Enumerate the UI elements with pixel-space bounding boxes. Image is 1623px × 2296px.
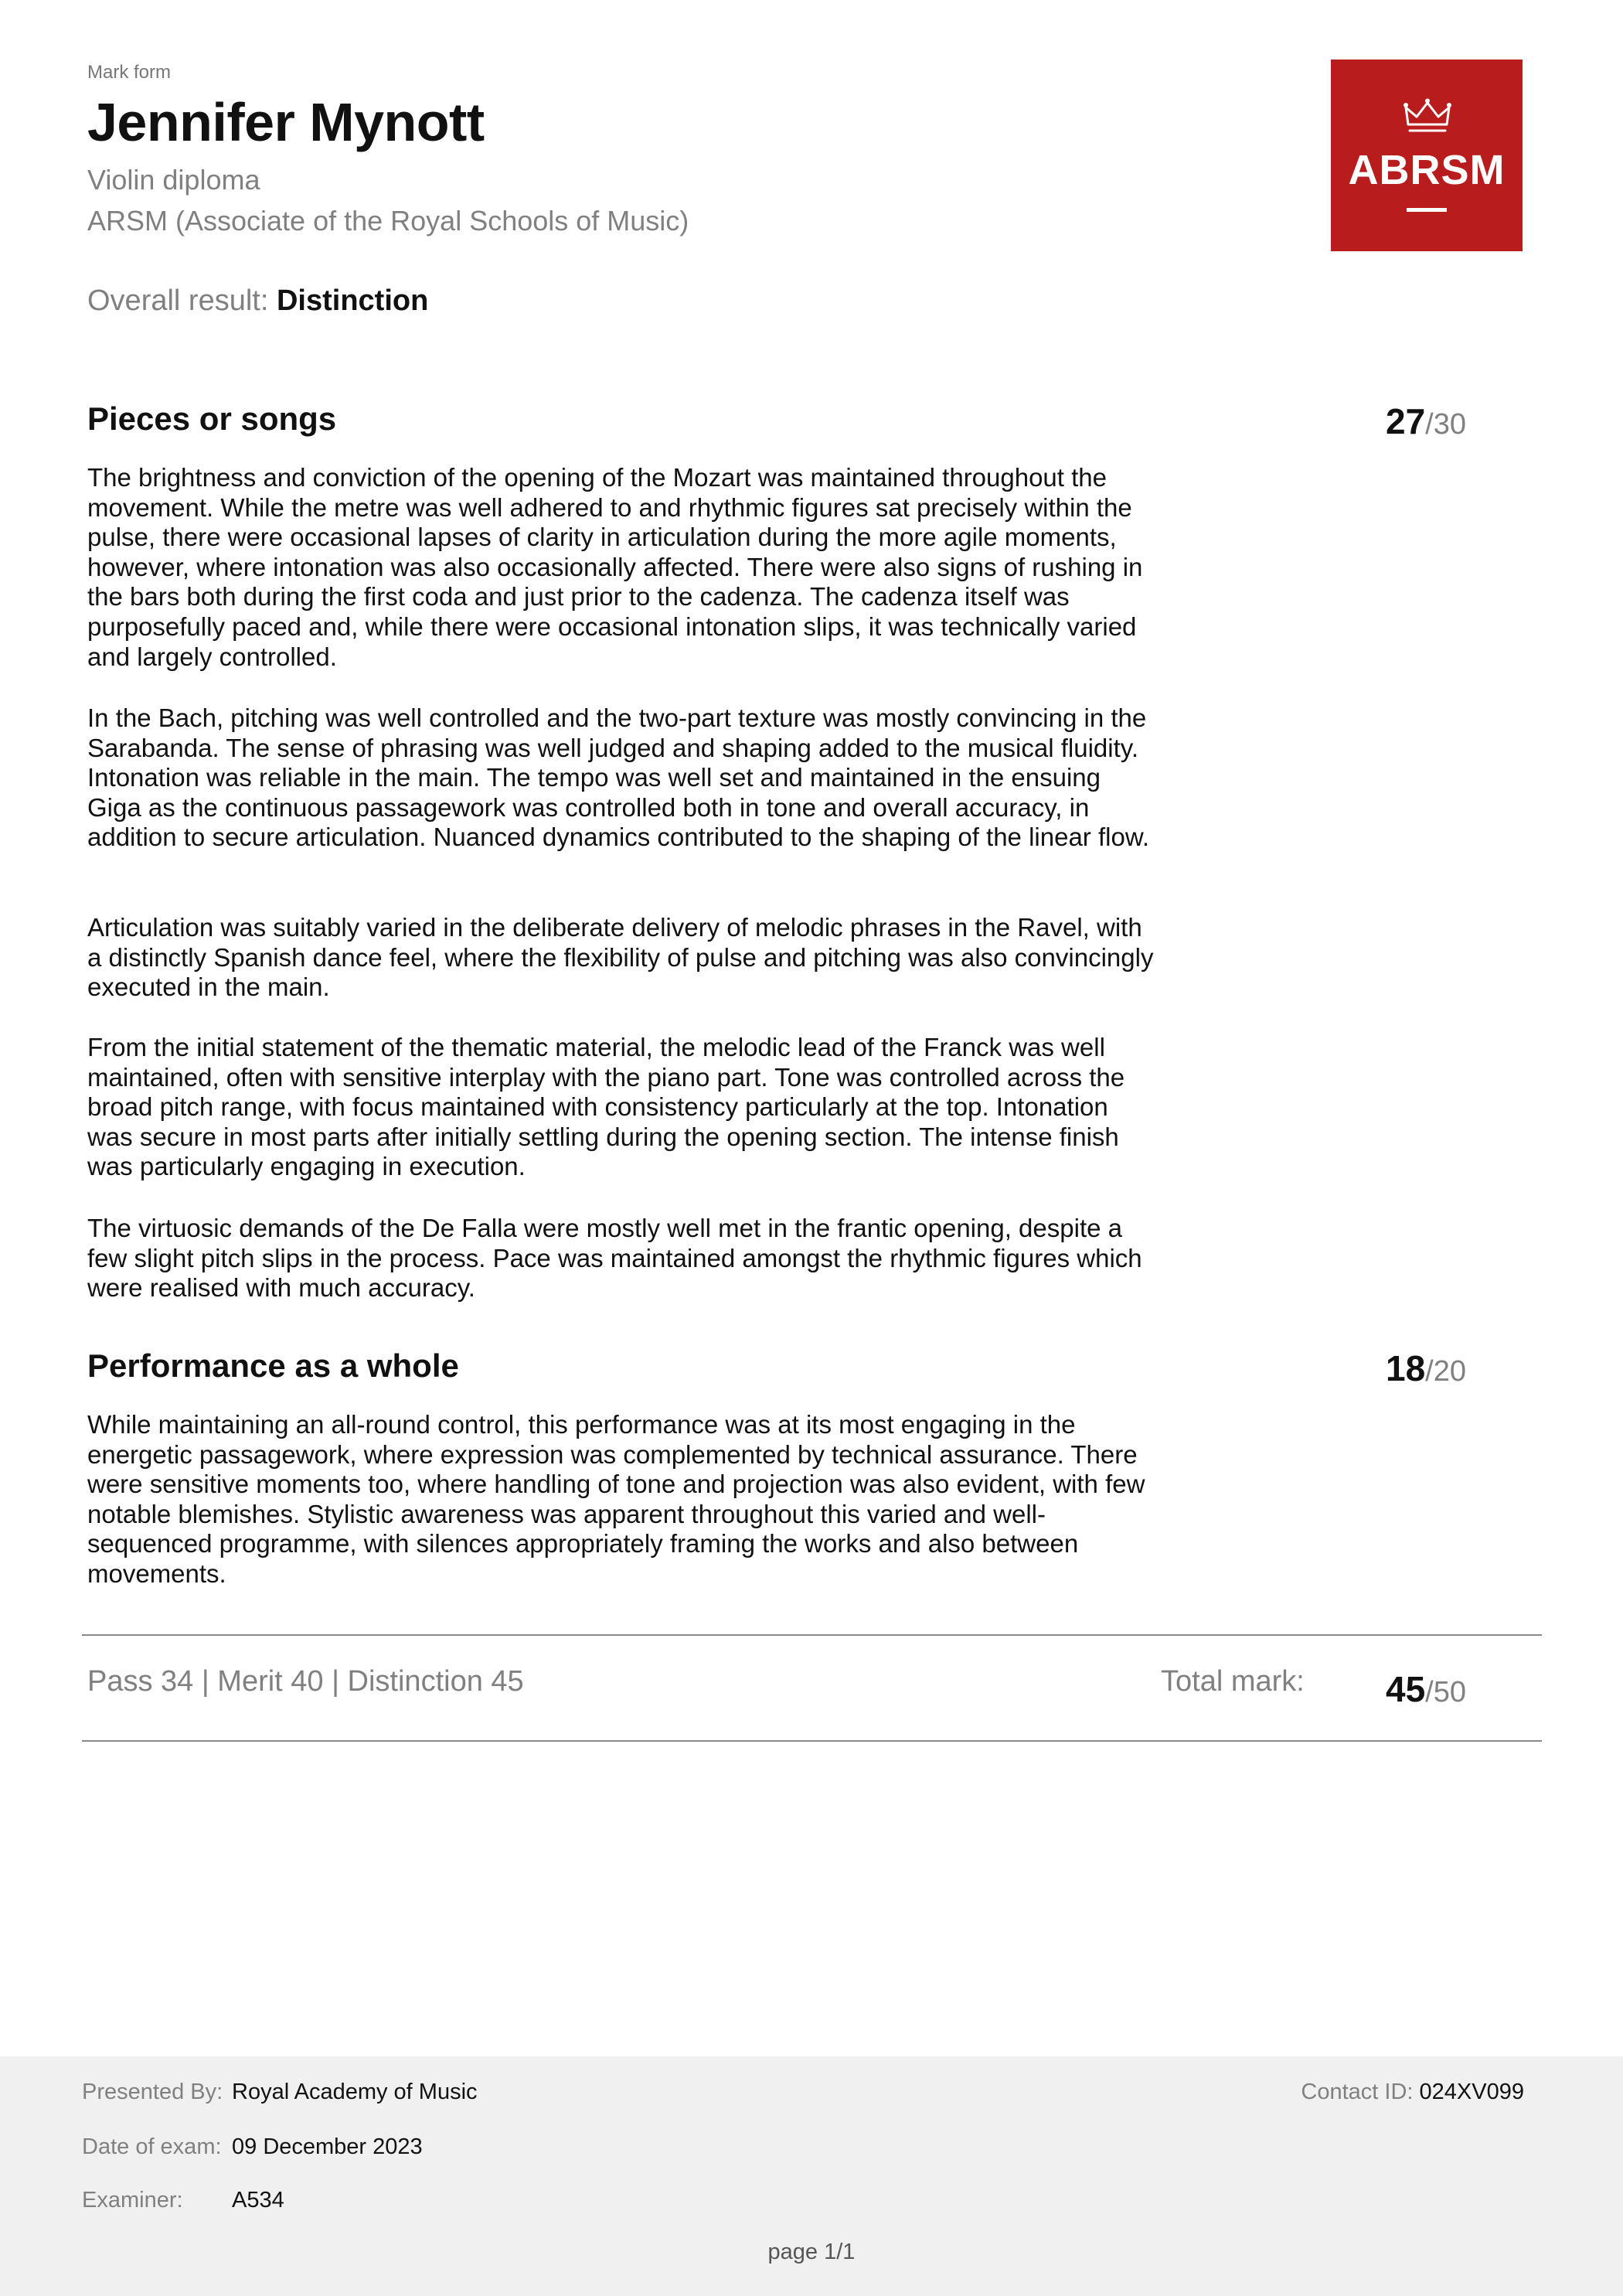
section-title-performance: Performance as a whole: [87, 1347, 459, 1384]
logo-underline: [1407, 208, 1447, 212]
overall-result: [87, 284, 428, 318]
score-performance-value: 18: [1386, 1348, 1426, 1388]
total-score: [1386, 1668, 1466, 1710]
candidate-name: Jennifer Mynott: [87, 92, 485, 152]
contact-id-value: 024XV099: [1419, 2080, 1524, 2104]
comment-paragraph: In the Bach, pitching was well controlled and the two-part texture was mostly convincing in the Sarabanda. The sense of phrasing was well judged and shaping added to the musical fluidity. Intonation was reliable in the main. The tempo was well set and maintained in the ensuing Giga as the continuous passagework was controlled both in tone and overall accuracy, in addition to secure articulation. Nuanced dynamics contributed to the shaping of the linear flow.: [87, 703, 1149, 852]
divider-top: [82, 1634, 1542, 1636]
exam-subject: Violin diploma: [87, 164, 260, 196]
overall-result-label: Overall result:: [87, 284, 277, 317]
grade-thresholds: Pass 34 | Merit 40 | Distinction 45: [87, 1665, 524, 1698]
score-performance-out-of: /20: [1425, 1355, 1466, 1388]
comment-paragraph: The virtuosic demands of the De Falla were mostly well met in the frantic opening, despite a few slight pitch slips in the process. Pace was maintained amongst the rhythmic figures which were realised with much accuracy.: [87, 1214, 1142, 1303]
comment-paragraph: Articulation was suitably varied in the deliberate delivery of melodic phrases in the Ravel, with a distinctly Spanish dance feel, where the flexibility of pulse and pitching was also convincingly executed in the main.: [87, 913, 1154, 1002]
contact-id-label: Contact ID:: [1301, 2080, 1420, 2104]
abrsm-logo: [1331, 60, 1523, 251]
footer-panel: [0, 2056, 1623, 2296]
contact-id: [1301, 2080, 1524, 2105]
qualification-name: ARSM (Associate of the Royal Schools of Music): [87, 205, 689, 237]
crown-icon: [1404, 98, 1451, 134]
document-type-label: Mark form: [87, 62, 171, 83]
score-pieces-out-of: /30: [1425, 408, 1466, 441]
score-pieces: [1386, 400, 1466, 442]
exam-date-value: 09 December 2023: [232, 2134, 423, 2159]
score-performance: [1386, 1347, 1466, 1389]
total-score-value: 45: [1386, 1669, 1426, 1709]
comment-paragraph: From the initial statement of the thematic material, the melodic lead of the Franck was well maintained, often with sensitive interplay with the piano part. Tone was controlled across the broad pitch range, with focus maintained with consistency particularly at the top. Intonation was secure in most parts after initially settling during the opening section. The intense finish was particularly engaging in execution.: [87, 1033, 1125, 1181]
page-number: page 1/1: [767, 2240, 856, 2264]
exam-date-label: Date of exam:: [82, 2134, 222, 2159]
comment-paragraph: The brightness and conviction of the opening of the Mozart was maintained throughout the movement. While the metre was well adhered to and rhythmic figures sat precisely within the pulse, there were occasional lapses of clarity in articulation during the more agile moments, however, where intonation was also occasionally affected. There were also signs of rushing in the bars both during the first coda and just prior to the cadenza. The cadenza itself was purposefully paced and, while there were occasional intonation slips, it was technically varied and largely controlled.: [87, 463, 1143, 671]
examiner-value: A534: [232, 2188, 284, 2213]
overall-result-value: Distinction: [276, 284, 429, 317]
presented-by-label: Presented By:: [82, 2080, 223, 2104]
section-title-pieces: Pieces or songs: [87, 400, 337, 437]
logo-text: ABRSM: [1348, 147, 1506, 193]
examiner-label: Examiner:: [82, 2188, 183, 2213]
divider-bottom: [82, 1740, 1542, 1742]
score-pieces-value: 27: [1386, 401, 1426, 441]
comment-paragraph: While maintaining an all-round control, this performance was at its most engaging in the energetic passagework, where expression was complemented by technical assurance. There were sensitive moments too, where handling of tone and projection was also evident, with few notable blemishes. Stylistic awareness was apparent throughout this varied and well-sequenced programme, with silences appropriately framing the works and also between movements.: [87, 1410, 1145, 1588]
total-mark-label: Total mark:: [1161, 1665, 1305, 1698]
total-score-out-of: /50: [1425, 1676, 1466, 1708]
presented-by-value: Royal Academy of Music: [232, 2080, 478, 2104]
